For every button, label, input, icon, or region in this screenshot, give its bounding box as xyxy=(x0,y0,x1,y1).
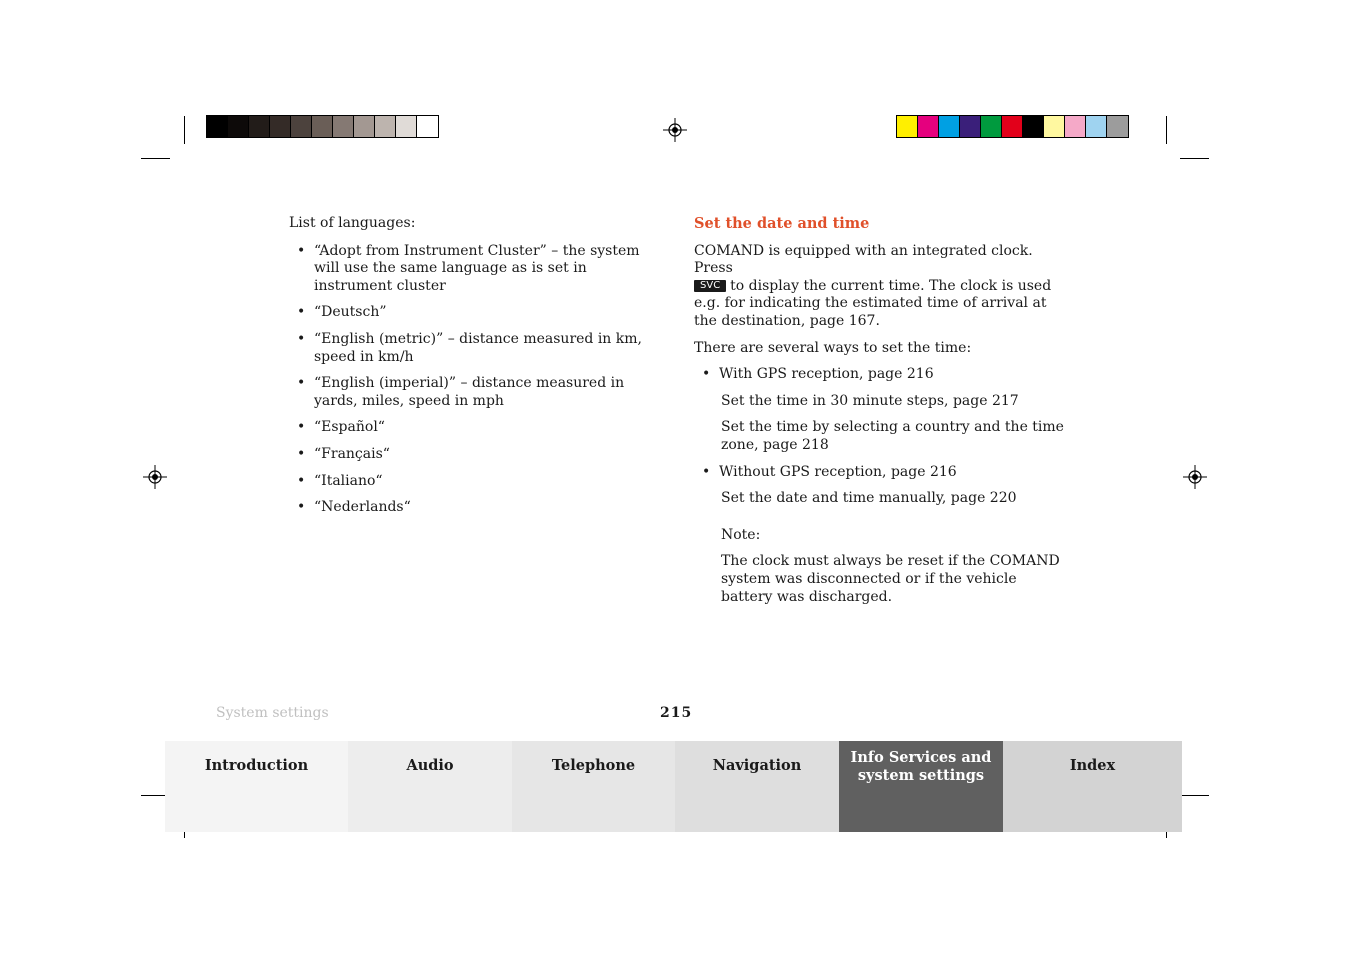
color-swatch xyxy=(960,116,981,137)
list-item: • “Adopt from Instrument Cluster” – the system will use the same language as is set in instrument cluster xyxy=(289,243,659,296)
color-swatch xyxy=(939,116,960,137)
clock-description-start: COMAND is equipped with an integrated clock. Press xyxy=(694,242,1033,277)
list-item: • “Français“ xyxy=(289,446,659,464)
registration-mark-icon xyxy=(663,118,687,142)
list-item: • “English (metric)” – distance measured in km, speed in km/h xyxy=(289,331,659,366)
date-time-section xyxy=(694,215,1064,615)
tab-info-services[interactable]: Info Services and system settings xyxy=(839,741,1003,832)
note-label: Note: xyxy=(721,526,761,543)
color-swatch xyxy=(1107,116,1128,137)
tab-introduction[interactable]: Introduction xyxy=(165,741,348,832)
color-swatch xyxy=(312,116,333,137)
color-swatch xyxy=(918,116,939,137)
list-item: • “Español“ xyxy=(289,419,659,437)
list-item: • “Nederlands“ xyxy=(289,499,659,517)
color-swatch xyxy=(897,116,918,137)
chapter-tabs xyxy=(165,741,1182,832)
color-swatch xyxy=(1086,116,1107,137)
color-swatch xyxy=(417,116,438,137)
list-item: • “Deutsch” xyxy=(289,304,659,322)
sub-item: Set the time by selecting a country and the time zone, page 218 xyxy=(721,419,1064,453)
color-swatch xyxy=(396,116,417,137)
crop-mark xyxy=(141,158,170,159)
crop-mark xyxy=(1180,158,1209,159)
tab-audio[interactable]: Audio xyxy=(348,741,512,832)
ways-list xyxy=(694,366,1064,384)
section-label: System settings xyxy=(216,705,329,721)
color-swatch xyxy=(1023,116,1044,137)
languages-list xyxy=(289,243,659,517)
color-swatch xyxy=(981,116,1002,137)
color-swatch xyxy=(207,116,228,137)
color-swatch xyxy=(354,116,375,137)
clock-description xyxy=(694,243,1064,331)
color-swatch xyxy=(1002,116,1023,137)
languages-section xyxy=(289,215,659,526)
color-swatch xyxy=(1065,116,1086,137)
color-swatch xyxy=(375,116,396,137)
list-item: • Without GPS reception, page 216 xyxy=(694,464,1064,482)
color-swatch xyxy=(1044,116,1065,137)
sub-item: Set the date and time manually, page 220 xyxy=(721,490,1017,507)
color-calibration-bar xyxy=(896,115,1129,138)
crop-mark xyxy=(184,116,185,144)
color-swatch xyxy=(270,116,291,137)
crop-mark xyxy=(1166,116,1167,144)
languages-intro: List of languages: xyxy=(289,215,416,231)
tab-index[interactable]: Index xyxy=(1003,741,1182,832)
color-swatch xyxy=(249,116,270,137)
list-item: • “English (imperial)” – distance measured in yards, miles, speed in mph xyxy=(289,375,659,410)
color-swatch xyxy=(228,116,249,137)
registration-mark-icon xyxy=(1183,465,1207,489)
grayscale-calibration-bar xyxy=(206,115,439,138)
note-text: The clock must always be reset if the COMAND system was disconnected or if the vehicle battery was discharged. xyxy=(721,553,1060,605)
list-item: • With GPS reception, page 216 xyxy=(694,366,1064,384)
color-swatch xyxy=(291,116,312,137)
list-item: • “Italiano“ xyxy=(289,473,659,491)
section-heading: Set the date and time xyxy=(694,215,870,232)
ways-intro: There are several ways to set the time: xyxy=(694,339,972,356)
tab-navigation[interactable]: Navigation xyxy=(675,741,839,832)
page-number: 215 xyxy=(660,705,693,721)
clock-description-end: to display the current time. The clock is used e.g. for indicating the estimated time of arrival at the destination, page 167. xyxy=(694,277,1052,329)
svc-key-icon: SVC xyxy=(694,280,726,292)
ways-list-2 xyxy=(694,464,1064,482)
registration-mark-icon xyxy=(143,465,167,489)
crop-mark xyxy=(1180,795,1209,796)
sub-item: Set the time in 30 minute steps, page 217 xyxy=(721,392,1019,409)
tab-telephone[interactable]: Telephone xyxy=(512,741,675,832)
color-swatch xyxy=(333,116,354,137)
